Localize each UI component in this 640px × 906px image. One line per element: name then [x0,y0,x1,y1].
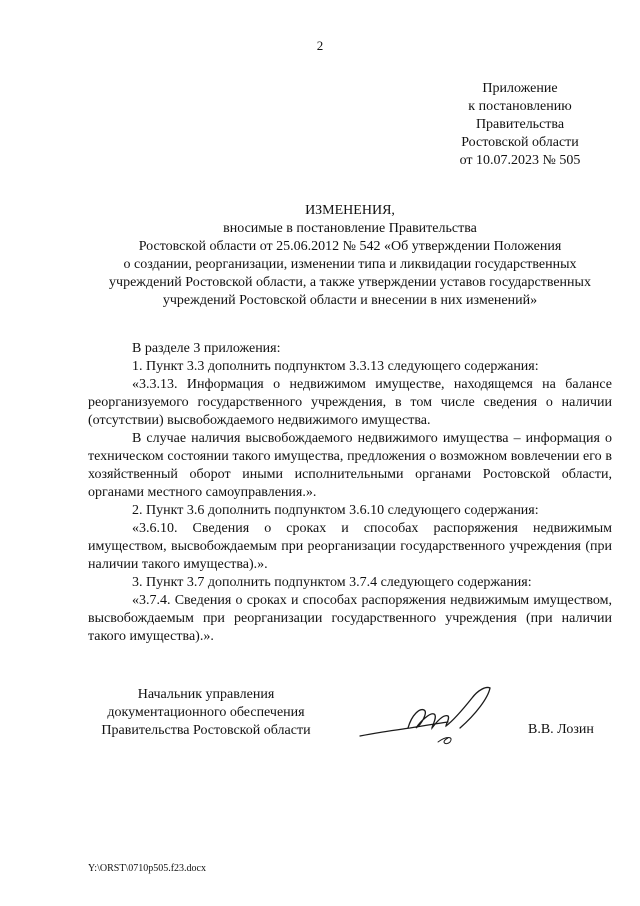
title-line: вносимые в постановление Правительства [223,221,477,236]
body-paragraph: «3.7.4. Сведения о сроках и способах распоряжения недвижимым имуществом, высвобождаемым при реорганизации государственного учреждения (при наличии такого имущества).». [88,593,612,644]
body-paragraph: «3.6.10. Сведения о сроках и способах распоряжения недвижимым имуществом, высвобождаемым при реорганизации государственного учреждения (при наличии такого имущества).». [88,521,612,572]
title-line: учреждений Ростовской области и внесении в них изменений» [162,293,538,308]
signatory-name: В.В. Лозин [528,722,594,737]
body-paragraph: В разделе 3 приложения: [132,341,281,356]
page-number: 2 [316,38,324,53]
document-title [88,202,612,310]
document-body [88,340,612,646]
signatory-position-line: Правительства Ростовской области [101,723,311,738]
appendix-line: Приложение [482,81,558,96]
signatory-position [86,686,326,740]
title-line: Ростовской области от 25.06.2012 № 542 «Об утверждении Положения [138,239,562,254]
appendix-line: от 10.07.2023 № 505 [459,153,581,168]
title-line: о создании, реорганизации, изменении типа и ликвидации государственных [123,257,577,272]
handwritten-signature [350,680,510,750]
appendix-header [420,80,620,170]
appendix-line: к постановлению [468,99,572,114]
body-paragraph: В случае наличия высвобождаемого недвижимого имущества – информация о техническом состоянии такого имущества, предложения о возможном вовлечении его в хозяйственный оборот иными исполнительными органами Ростовской области, органами местного самоуправления.». [88,431,612,500]
appendix-line: Правительства [475,117,565,132]
body-paragraph: «3.3.13. Информация о недвижимом имуществе, находящемся на балансе реорганизуемого государственного учреждения, в том числе сведения о наличии (отсутствии) высвобождаемого недвижимого имущества. [88,377,612,428]
body-paragraph: 3. Пункт 3.7 дополнить подпунктом 3.7.4 следующего содержания: [132,575,532,590]
body-paragraph: 1. Пункт 3.3 дополнить подпунктом 3.3.13 следующего содержания: [132,359,539,374]
body-paragraph: 2. Пункт 3.6 дополнить подпунктом 3.6.10 следующего содержания: [132,503,539,518]
footer-file-path: Y:\ORST\0710p505.f23.docx [88,863,206,874]
appendix-line: Ростовской области [461,135,579,150]
title-line: учреждений Ростовской области, а также утверждении уставов государственных [109,275,591,290]
signatory-position-line: Начальник управления [137,687,275,702]
title-heading: ИЗМЕНЕНИЯ, [305,203,395,218]
signatory-position-line: документационного обеспечения [107,705,305,720]
